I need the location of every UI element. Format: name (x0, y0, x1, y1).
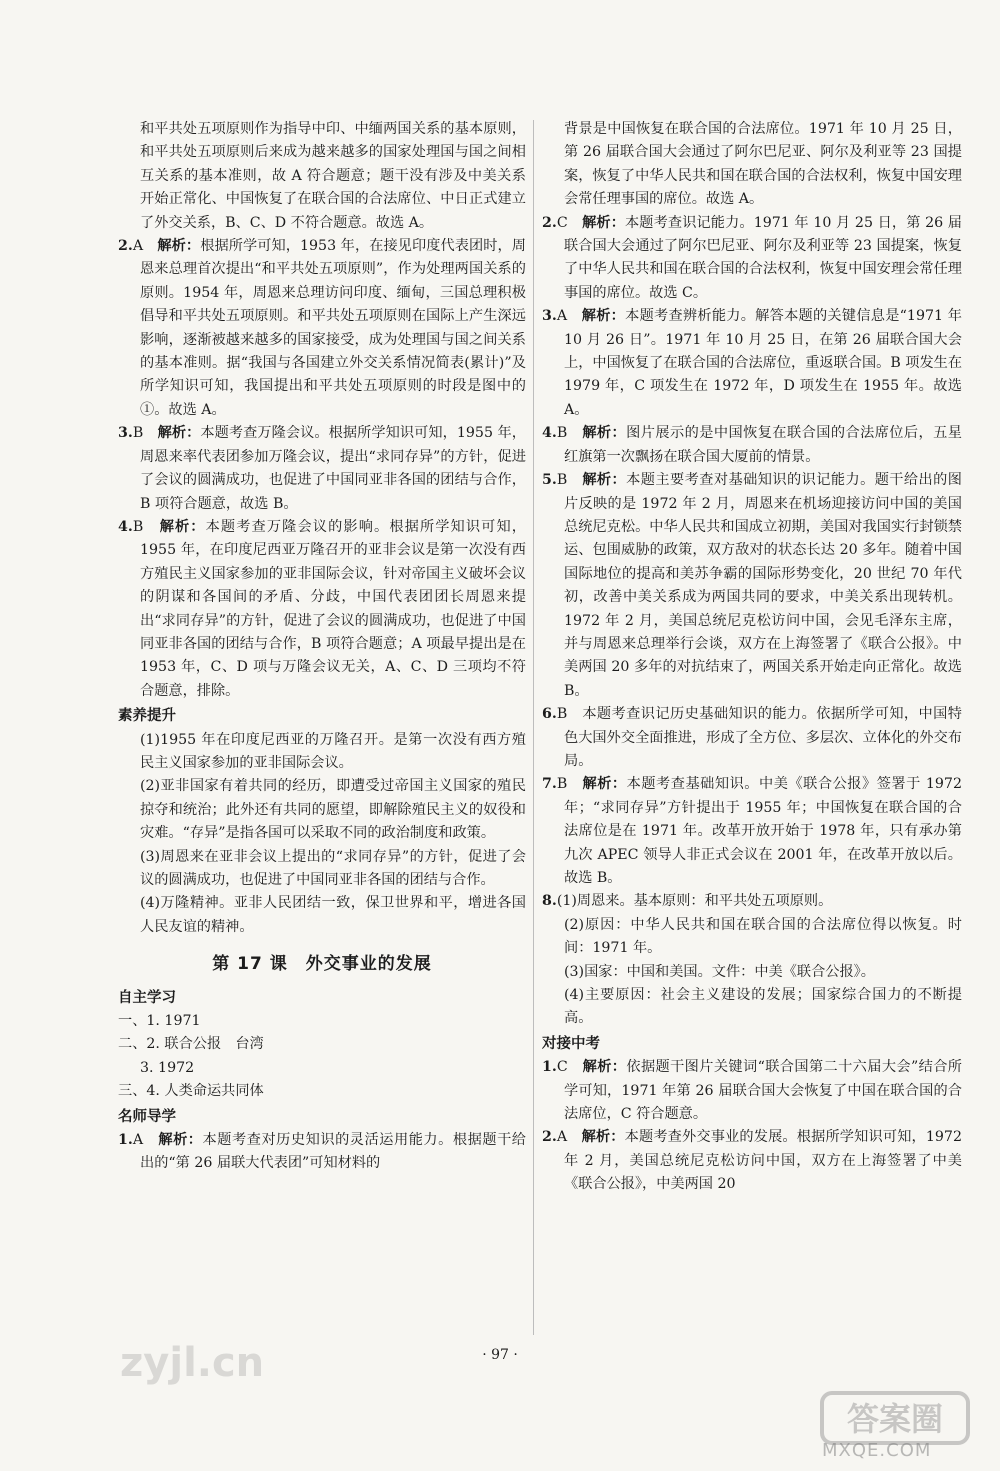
analysis-label: 解析： (159, 518, 206, 535)
answer-item-3 (118, 422, 526, 516)
item-number: 8. (542, 893, 557, 910)
sub-answer-1: (1)周恩来。基本原则：和平共处五项原则。 (556, 893, 833, 910)
page-number: · 97 · (482, 1347, 518, 1363)
column-divider (533, 120, 534, 1335)
item-number: 6. (542, 706, 557, 723)
duijie-item-2 (542, 1126, 962, 1196)
left-column (118, 118, 526, 1176)
item-number: 4. (542, 425, 557, 442)
answer-item-2 (118, 235, 526, 422)
item-number: 1. (118, 1132, 133, 1149)
analysis-text: 本题考查基础知识。中美《联合公报》签署于 1972 年；“求同存异”方针提出于 1955 年；中国恢复在联合国的合法席位是在 1971 年。改革开放开始于 1978 年，只有承办第九次 APEC 领导人非正式会议在 2001 年，在改革开放以后。故选 B。 (564, 776, 962, 886)
analysis-text: 本题考查万隆会议的影响。根据所学知识可知，1955 年，在印度尼西亚万隆召开的亚非会议是第一次没有西方殖民主义国家参加的亚非国际会议，针对帝国主义破坏会议的阴谋和各国间的矛盾、分歧，中国代表团团长周恩来提出“求同存异”的方针，促进了会议的圆满成功，也促进了中国同亚非各国的团结与合作，B 项符合题意；A 项最早提出是在 1953 年，C、D 项与万隆会议无关，A、C、D 三项均不符合题意，排除。 (140, 518, 526, 699)
section-heading-suyang: 素养提升 (118, 708, 176, 725)
analysis-label: 解析： (582, 1059, 627, 1076)
item-number: 2. (118, 238, 133, 255)
analysis-text: 依据题干图片关键词“联合国第二十六届大会”结合所学可知，1971 年第 26 届联合国大会恢复了中国在联合国的合法席位，C 符合题意。 (564, 1059, 962, 1123)
answer-letter: A (132, 238, 144, 255)
analysis-text: 本题考查外交事业的发展。根据所学知识可知，1972 年 2 月，美国总统尼克松访问中国，双方在上海签署了中美《联合公报》，中美两国 20 (564, 1129, 962, 1193)
answer-letter: B (556, 776, 568, 793)
section-heading-zizhu: 自主学习 (118, 989, 176, 1006)
duijie-item-1 (542, 1056, 962, 1126)
analysis-label: 解析： (581, 308, 626, 325)
analysis-label: 解析： (581, 1129, 625, 1146)
analysis-label: 解析： (582, 472, 627, 489)
zizhu-answer-4: 三、4. 人类命运共同体 (118, 1083, 264, 1100)
sub-answer-2: (2)原因：中华人民共和国在联合国的合法席位得以恢复。时间：1971 年。 (564, 916, 962, 957)
suyang-answer-3: (3)周恩来在亚非会议上提出的“求同存异”的方针，促进了会议的圆满成功，也促进了中国同亚非各国的团结与合作。 (140, 848, 526, 888)
answer-letter: B (556, 706, 568, 723)
mingshi-item-1 (118, 1129, 526, 1176)
answer-item-8 (542, 890, 962, 913)
answer-letter: C (556, 1059, 568, 1076)
answer-letter: A (556, 1129, 568, 1146)
section-heading-duijie: 对接中考 (542, 1035, 600, 1052)
analysis-label: 解析： (582, 425, 627, 442)
suyang-answer-2: (2)亚非国家有着共同的经历，即遭受过帝国主义国家的殖民掠夺和统治；此外还有共同的愿望，即解除殖民主义的奴役和灾难。“存异”是指各国可以采取不同的政治制度和政策。 (140, 778, 526, 842)
analysis-label: 解析： (158, 1132, 203, 1149)
sub-answer-3: (3)国家：中国和美国。文件：中美《联合公报》。 (564, 963, 875, 980)
watermark-logo-text: 答案圈 (846, 1400, 944, 1438)
right-column (542, 118, 962, 1197)
analysis-label: 解析： (157, 238, 201, 255)
answer-letter: B (132, 425, 144, 442)
answer-letter: B (556, 425, 568, 442)
answer-item-6 (542, 703, 962, 773)
watermark-mxqe: MXQE.COM (822, 1440, 932, 1461)
section-heading-mingshi: 名师导学 (118, 1108, 176, 1125)
suyang-answer-1: (1)1955 年在印度尼西亚的万隆召开。是第一次没有西方殖民主义国家参加的亚非国际会议。 (140, 731, 526, 771)
watermark-zyjl: zyjl.cn (120, 1340, 265, 1386)
lesson-title: 第 17 课 外交事业的发展 (212, 954, 432, 975)
answer-letter: A (556, 308, 568, 325)
zizhu-answer-2: 二、2. 联合公报 台湾 (118, 1036, 264, 1053)
analysis-label: 解析： (582, 776, 627, 793)
analysis-text: 本题考查辨析能力。解答本题的关键信息是“1971 年 10 月 26 日”。1971 年 10 月 25 日，在第 26 届联合国大会上，中国恢复了在联合国的合法席位，重返联合国。B 项发生在 1979 年，C 项发生在 1972 年，D 项发生在 1955 年。故选 A。 (564, 308, 963, 418)
answer-item-5 (542, 469, 962, 703)
analysis-text: 本题考查识记能力。1971 年 10 月 25 日，第 26 届联合国大会通过了阿尔巴尼亚、阿尔及利亚等 23 国提案，恢复了中华人民共和国在联合国的合法权利，恢复中国安理会常任理事国的席位。故选 C。 (564, 214, 962, 301)
answer-item-4 (542, 422, 962, 469)
answer-item-2 (542, 212, 962, 306)
answer-item-3 (542, 305, 962, 422)
suyang-answer-4: (4)万隆精神。亚非人民团结一致，保卫世界和平，增进各国人民友谊的精神。 (140, 895, 526, 935)
item-number: 3. (118, 425, 133, 442)
analysis-text: 本题考查万隆会议。根据所学知识可知，1955 年，周恩来率代表团参加万隆会议，提出“求同存异”的方针，促进了会议的圆满成功，也促进了中国同亚非各国的团结与合作，B 项符合题意，故选 B。 (140, 425, 526, 512)
analysis-text: 根据所学可知，1953 年，在接见印度代表团时，周恩来总理首次提出“和平共处五项原则”，作为处理两国关系的原则。1954 年，周恩来总理访问印度、缅甸，三国总理积极倡导和平共处五项原则。和平共处五项原则在国际上产生深远影响，逐渐被越来越多的国家接受，成为处理国与国之间关系的基本准则。据“我国与各国建立外交关系情况简表(累计)”及所学知识可知，我国提出和平共处五项原则的时段是图中的①。故选 A。 (140, 238, 526, 418)
item-number: 4. (118, 518, 133, 535)
item-number: 3. (542, 308, 557, 325)
continued-answer-text: 和平共处五项原则作为指导中印、中缅两国关系的基本原则，和平共处五项原则后来成为越来越多的国家处理国与国之间相互关系的基本准则，故 A 符合题意；题干没有涉及中美关系开始正常化、中国恢复了在联合国的合法席位、中日正式建立了外交关系，B、C、D 不符合题意。故选 A。 (140, 121, 526, 231)
answer-item-7 (542, 773, 962, 890)
item-number: 2. (542, 1129, 557, 1146)
item-number: 5. (542, 472, 557, 489)
answer-letter: C (556, 214, 568, 231)
item-number: 2. (542, 214, 557, 231)
sub-answer-4: (4)主要原因：社会主义建设的发展；国家综合国力的不断提高。 (564, 987, 962, 1027)
zizhu-answer-1: 一、1. 1971 (118, 1013, 201, 1030)
analysis-label: 解析： (582, 214, 625, 231)
item-number: 1. (542, 1059, 557, 1076)
continued-answer-text: 背景是中国恢复在联合国的合法席位。1971 年 10 月 25 日，第 26 届联合国大会通过了阿尔巴尼亚、阿尔及利亚等 23 国提案，恢复了中华人民共和国在联合国的合法权利，恢复中国安理会常任理事国的席位。故选 A。 (564, 121, 962, 208)
analysis-text: 本题主要考查对基础知识的识记能力。题干给出的图片反映的是 1972 年 2 月，周恩来在机场迎接访问中国的美国总统尼克松。中华人民共和国成立初期，美国对我国实行封锁禁运、包围威胁的政策，双方敌对的状态长达 20 多年。随着中国国际地位的提高和美苏争霸的国际形势变化，20 世纪 70 年代初，改善中美关系成为两国共同的要求，中美关系出现转机。1972 年 2 月，美国总统尼克松访问中国，会见毛泽东主席，并与周恩来总理举行会谈，双方在上海签署了《联合公报》。中美两国 20 多年的对抗结束了，两国关系开始走向正常化。故选 B。 (564, 472, 962, 699)
analysis-text: 本题考查识记历史基础知识的能力。依据所学可知，中国特色大国外交全面推进，形成了全方位、多层次、立体化的外交布局。 (564, 706, 962, 769)
item-number: 7. (542, 776, 557, 793)
analysis-text: 本题考查对历史知识的灵活运用能力。根据题干给出的“第 26 届联大代表团”可知材料的 (140, 1132, 526, 1172)
answer-item-4 (118, 516, 526, 703)
answer-letter: A (132, 1132, 144, 1149)
analysis-text: 图片展示的是中国恢复在联合国的合法席位后，五星红旗第一次飘扬在联合国大厦前的情景。 (564, 425, 962, 465)
analysis-label: 解析： (157, 425, 201, 442)
answer-letter: B (132, 518, 144, 535)
answer-letter: B (556, 472, 568, 489)
zizhu-answer-3: 3. 1972 (140, 1059, 195, 1076)
